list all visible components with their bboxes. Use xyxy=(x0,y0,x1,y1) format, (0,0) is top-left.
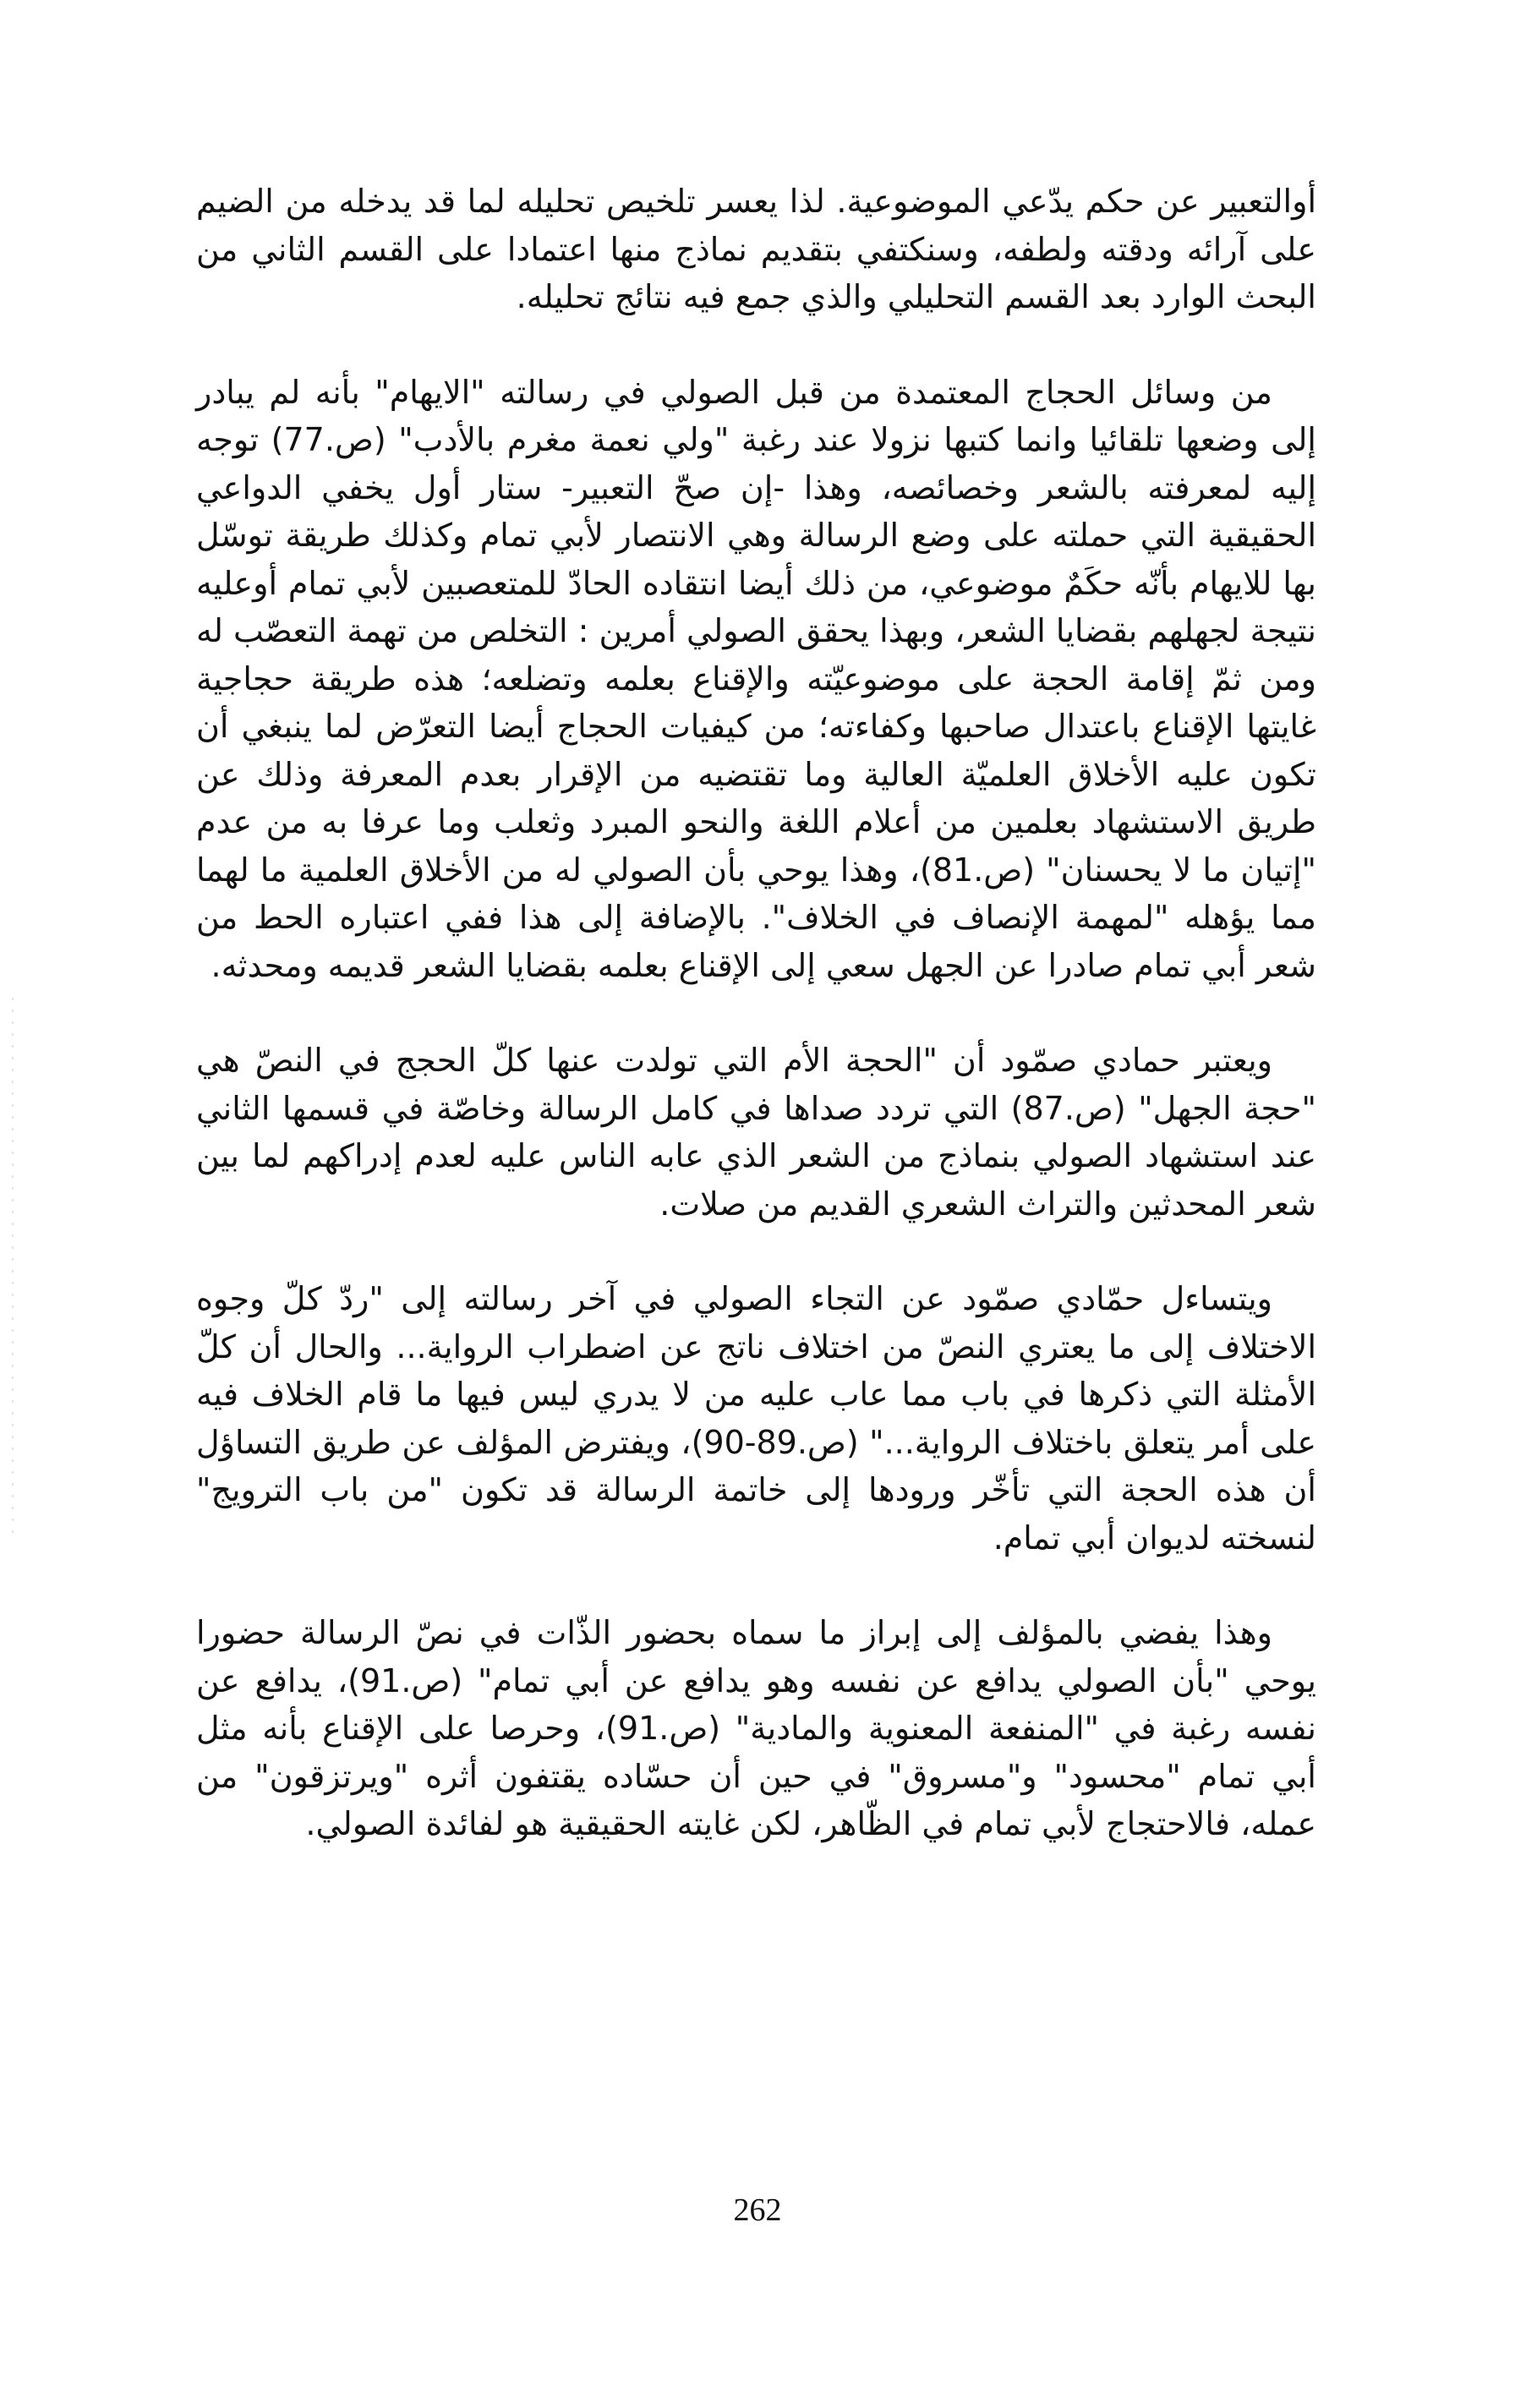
body-text xyxy=(196,178,1316,1896)
paragraph-1: أوالتعبير عن حكم يدّعي الموضوعية. لذا يعسر تلخيص تحليله لما قد يدخله من الضيم على آرائه ودقته ولطفه، وسنكتفي بتقديم نماذج منها اعتمادا على القسم الثاني من البحث الوارد بعد القسم التحليلي والذي جمع فيه نتائج تحليله. xyxy=(196,183,1316,315)
paragraph-5: وهذا يفضي بالمؤلف إلى إبراز ما سماه بحضور الذّات في نصّ الرسالة حضورا يوحي "بأن الصولي يدافع عن نفسه وهو يدافع عن أبي تمام" (ص.91)، يدافع عن نفسه رغبة في "المنفعة المعنوية والمادية" (ص.91)، وحرصا على الإقناع بأنه مثل أبي تمام "محسود" و"مسروق" في حين أن حسّاده يقتفون أثره "ويرتزقون" من عمله، فالاحتجاج لأبي تمام في الظّاهر، لكن غايته الحقيقية هو لفائدة الصولي. xyxy=(196,1614,1317,1842)
paragraph-3: ويعتبر حمادي صمّود أن "الحجة الأم التي تولدت عنها كلّ الحجج في النصّ هي "حجة الجهل" (ص.87) التي تردد صداها في كامل الرسالة وخاصّة في قسمها الثاني عند استشهاد الصولي بنماذج من الشعر الذي عابه الناس عليه لعدم إدراكهم لما بين شعر المحدثين والتراث الشعري القديم من صلات. xyxy=(196,1042,1317,1223)
scan-edge-artifact xyxy=(12,998,14,1539)
paragraph-2: من وسائل الحجاج المعتمدة من قبل الصولي في رسالته "الايهام" بأنه لم يبادر إلى وضعها تلقائيا وانما كتبها نزولا عند رغبة "ولي نعمة مغرم بالأدب" (ص.77) توجه إليه لمعرفته بالشعر وخصائصه، وهذا -إن صحّ التعبير- ستار أول يخفي الدواعي الحقيقية التي حملته على وضع الرسالة وهي الانتصار لأبي تمام وكذلك طريقة توسّل بها للايهام بأنّه حكَمٌ موضوعي، من ذلك أيضا انتقاده الحادّ للمتعصبين لأبي تمام أوعليه نتيجة لجهلهم بقضايا الشعر، وبهذا يحقق الصولي أمرين : التخلص من تهمة التعصّب له ومن ثمّ إقامة الحجة على موضوعيّته والإقناع بعلمه وتضلعه؛ هذه طريقة حجاجية غايتها الإقناع باعتدال صاحبها وكفاءته؛ من كيفيات الحجاج أيضا التعرّض لما ينبغي أن تكون عليه الأخلاق العلميّة العالية وما تقتضيه من الإقرار بعدم المعرفة وذلك عن طريق الاستشهاد بعلمين من أعلام اللغة والنحو المبرد وثعلب وما عرفا به من عدم "إتيان ما لا يحسنان" (ص.81)، وهذا يوحي بأن الصولي له من الأخلاق العلمية ما لهما مما يؤهله "لمهمة الإنصاف في الخلاف". بالإضافة إلى هذا ففي اعتباره الحط من شعر أبي تمام صادرا عن الجهل سعي إلى الإقناع بعلمه بقضايا الشعر قديمه ومحدثه. xyxy=(196,373,1316,984)
page-number: 262 xyxy=(733,2192,782,2228)
paragraph-4: ويتساءل حمّادي صمّود عن التجاء الصولي في آخر رسالته إلى "ردّ كلّ وجوه الاختلاف إلى ما يعتري النصّ من اختلاف ناتج عن اضطراب الرواية... والحال أن كلّ الأمثلة التي ذكرها في باب مما عاب عليه من لا يدري ليس فيها ما قام الخلاف فيه على أمر يتعلق باختلاف الرواية..." (ص.89-90)، ويفترض المؤلف عن طريق التساؤل أن هذه الحجة التي تأخّر ورودها إلى خاتمة الرسالة قد تكون "من باب الترويج" لنسخته لديوان أبي تمام. xyxy=(196,1280,1317,1557)
